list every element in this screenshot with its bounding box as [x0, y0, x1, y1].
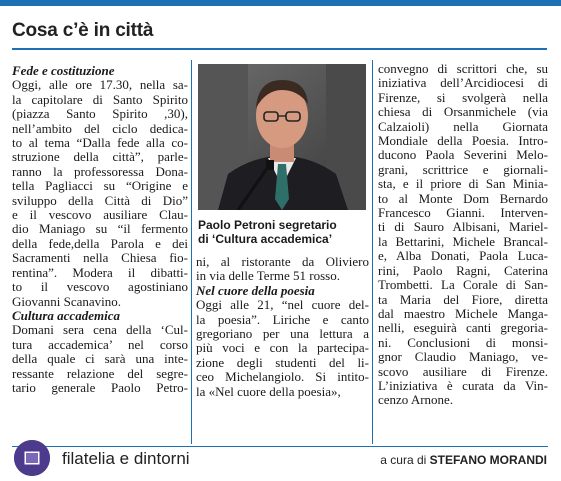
- text-line: Giovanni Scanavino.: [12, 293, 122, 309]
- article-heading: Fede e costituzione: [12, 63, 115, 78]
- text-line: chiesa di Orsanmichele (via: [378, 104, 548, 120]
- text-line: cenzo Arnone.: [378, 392, 454, 408]
- text-line: (piazza Santo Spirito ,30),: [12, 106, 188, 122]
- page-title: Cosa c’è in città: [12, 20, 154, 41]
- text-line: ti di Sauro Albisani, Mariel-: [378, 219, 548, 235]
- article-heading: Cultura accademica: [12, 307, 120, 323]
- text-line: to il vescovo agostiniano: [12, 279, 188, 295]
- text-line: sviluppo della Città di Dio”: [12, 192, 188, 208]
- text-line: e, Alba Donati, Paola Luca-: [378, 248, 548, 264]
- text-line: ceo Michelangiolo. Si intito-: [196, 369, 369, 385]
- text-line: to al Monte Dom Bernardo: [378, 190, 548, 206]
- article-body: [196, 298, 369, 399]
- text-line: ranno la professoressa Dona-: [12, 163, 188, 179]
- footer-divider: [12, 446, 548, 447]
- article-body: [196, 255, 369, 284]
- photo-caption: [198, 218, 370, 246]
- filatelia-logo-icon: [14, 440, 50, 476]
- text-line: to al tema “Dalla fede alla co-: [12, 135, 188, 151]
- text-line: rini, Paolo Ragni, Caterina: [378, 262, 548, 278]
- top-accent-bar: [0, 0, 561, 6]
- text-line: ni. Conclusioni di monsi-: [378, 334, 548, 350]
- text-line: gregoriano per una lettura a: [196, 326, 369, 342]
- text-line: scovo ausiliare di Firenze.: [378, 363, 548, 379]
- text-line: Mondiale della Poesia. Intro-: [378, 133, 548, 149]
- text-line: della fede,della Parola e dei: [12, 235, 188, 251]
- text-line: Calzaioli) nella Giornata: [378, 118, 548, 134]
- text-line: struzione della città”, parle-: [12, 149, 188, 165]
- portrait-photo: [198, 64, 366, 210]
- text-line: ressante relazione del segre-: [12, 365, 188, 381]
- text-line: gnor Claudio Maniago, ve-: [378, 349, 548, 365]
- caption-line: di ‘Cultura accademica’: [198, 232, 333, 246]
- text-line: ducono Paola Severini Melo-: [378, 147, 548, 163]
- author-credit: [380, 452, 547, 468]
- article-column-1: [12, 64, 188, 395]
- rubric-title: filatelia e dintorni: [62, 449, 190, 468]
- text-line: iniziativa dell’Arcidiocesi di: [378, 75, 548, 91]
- text-line: Francesco Gianni. Interven-: [378, 205, 548, 221]
- text-line: tario generale Paolo Petro-: [12, 379, 188, 395]
- caption-line: Paolo Petroni segretario: [198, 218, 337, 232]
- text-line: L’iniziativa è curata da Vin-: [378, 377, 548, 393]
- text-line: della quale ci sarà una inte-: [12, 351, 188, 367]
- text-line: ni, al ristorante da Oliviero: [196, 254, 369, 269]
- text-line: tella Pagliacci su “Origine e: [12, 178, 188, 194]
- text-line: la Bettarini, Michele Brancal-: [378, 233, 548, 249]
- text-line: zione degli studenti del li-: [196, 354, 369, 370]
- text-line: in via delle Terme 51 rosso.: [196, 268, 340, 284]
- text-line: dio Maniago su “il fermento: [12, 221, 188, 237]
- article-column-3: [378, 62, 548, 408]
- text-line: tura accademica’ nel corso: [12, 336, 188, 352]
- article-column-2: [196, 255, 369, 399]
- text-line: convegno di scrittori che, su: [378, 61, 548, 76]
- section-header: [12, 14, 547, 50]
- column-divider: [372, 60, 373, 444]
- text-line: nell’ambito del ciclo dedica-: [12, 120, 188, 136]
- text-line: e il vescovo ausiliare Clau-: [12, 207, 188, 223]
- text-line: ta Maria del Fiore, diretta: [378, 291, 548, 307]
- column-divider: [191, 60, 192, 444]
- text-line: Oggi, alle ore 17.30, nella sa-: [12, 77, 188, 93]
- credit-prefix: a cura di: [380, 453, 427, 467]
- text-line: nelli, eseguirà canti gregoria-: [378, 320, 548, 336]
- article-body: [12, 78, 188, 309]
- text-line: Firenze, si svolgerà nella: [378, 89, 548, 105]
- text-line: sta, e il priore di San Minia-: [378, 176, 548, 192]
- text-line: la «Nel cuore della poesia»,: [196, 383, 341, 399]
- text-line: più voci e con la partecipa-: [196, 340, 369, 356]
- text-line: la capitolare di Santo Spirito: [12, 91, 188, 107]
- text-line: Domani sera cena della ‘Cul-: [12, 322, 188, 338]
- text-line: Sacramenti nella Chiesa fio-: [12, 250, 188, 266]
- text-line: Oggi alle 21, “nel cuore del-: [196, 297, 369, 313]
- text-line: rentina”. Modera il dibatti-: [12, 264, 188, 280]
- article-body: [12, 323, 188, 395]
- text-line: dal maestro Michele Manga-: [378, 305, 548, 321]
- text-line: la poesia”. Liriche e canto: [196, 311, 369, 327]
- text-line: grani, scrittrice e giornali-: [378, 161, 548, 177]
- text-line: Trombetti. La Corale di San-: [378, 277, 548, 293]
- article-heading: Nel cuore della poesia: [196, 282, 315, 298]
- credit-name: STEFANO MORANDI: [429, 453, 547, 467]
